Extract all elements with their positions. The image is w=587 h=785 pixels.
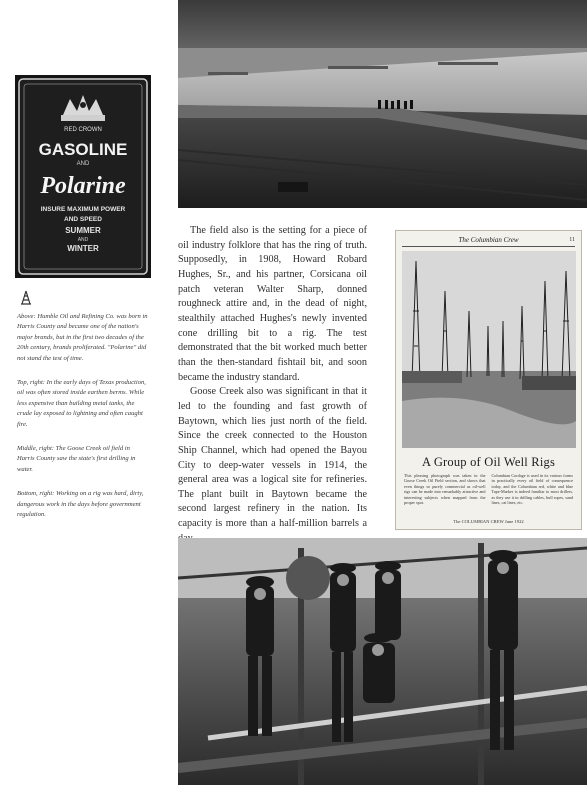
- rig-crew-photo: [178, 538, 587, 785]
- oil-well-rigs-photo: [402, 251, 576, 448]
- clipping-column-2: Columbian Cordage is used in its various forms in practically every oil field of consequence today, and the Columbian red, white and blue Tape-Marker is indeed familiar to most drillers, as they use it in drilling cables, bull ropes, sand lines, cat lines, etc.: [491, 473, 573, 506]
- sign-word-gasoline: GASOLINE: [38, 140, 128, 159]
- captions-column: [17, 312, 149, 535]
- sign-line1: INSURE MAXIMUM POWER: [40, 206, 126, 213]
- sign-line5: WINTER: [67, 244, 99, 253]
- gasoline-polarine-sign: [15, 75, 151, 278]
- sign-line4: AND: [77, 237, 89, 243]
- clipping-column-1: This pleasing photograph was taken in the Goose Creek Oil Field section, and shows that even things so purely commercial as oil-well rigs can be made into remarkably attractive and interesting subjects when snapped from the proper spot.: [404, 473, 486, 506]
- body-text: [178, 224, 367, 546]
- clipping-page-number: 11: [569, 237, 575, 243]
- oil-derrick-icon: [20, 290, 32, 306]
- sign-line2: AND SPEED: [64, 216, 102, 223]
- caption-middle-right: Middle, right: The Goose Creek oil field in Harris County saw the state's first drilling in water.: [17, 445, 136, 473]
- caption-bottom-right: Bottom, right: Working on a rig was hard, dirty, dangerous work in the days before government regulation.: [17, 490, 144, 519]
- caption-above: Above: Humble Oil and Refining Co. was born in Harris County and became one of the nation's major brands, but in the first two decades of the 20th century, brands proliferated. "Polarine" did not stand the test of time.: [17, 313, 148, 362]
- clipping-columns: [404, 473, 573, 505]
- oil-storage-pit-photo: [178, 0, 587, 208]
- sign-word-polarine: Polarine: [40, 173, 126, 199]
- sign-brand-top: RED CROWN: [64, 127, 102, 133]
- clipping-header: The Columbian Crew: [402, 234, 575, 247]
- caption-top-right: Top, right: In the early days of Texas production, oil was often stored inside earthen berms. While less expensive than building metal tanks, the crude lay exposed to lightning and often caught fire.: [17, 379, 146, 428]
- clipping-footer: The COLUMBIAN CREW June 1922: [453, 519, 524, 524]
- sign-line3: SUMMER: [65, 226, 101, 235]
- newspaper-clipping: [395, 230, 582, 530]
- clipping-title: A Group of Oil Well Rigs: [421, 455, 556, 469]
- sign-word-and: AND: [76, 161, 90, 167]
- body-paragraph-2: Goose Creek also was significant in that it led to the founding and fast growth of Baytown, which lies just north of the field. Since the creek connected to the Houston Ship Channel, which had opened the Bayou City to deep-water vessels in 1914, the general area was a logical site for refineries. The plant built in Baytown became the second largest refinery in the nation. Its capacity is more than a half-million barrels a: [178, 386, 367, 530]
- body-paragraph-1: The field also is the setting for a piece of oil industry folklore that has the ring of truth. Supposedly, in 1908, Howard Robard Hughes, Sr., and his partner, Corsicana oil patch veteran Walter Sharp, donned roughneck attire and, in the dead of night, stealthily attached Hughes's newly invented cone drilling bit to a rig. The test demonstrated that the bit worked much better than the then-standard fishtail bit, and soon became the industry standard.: [178, 225, 367, 383]
